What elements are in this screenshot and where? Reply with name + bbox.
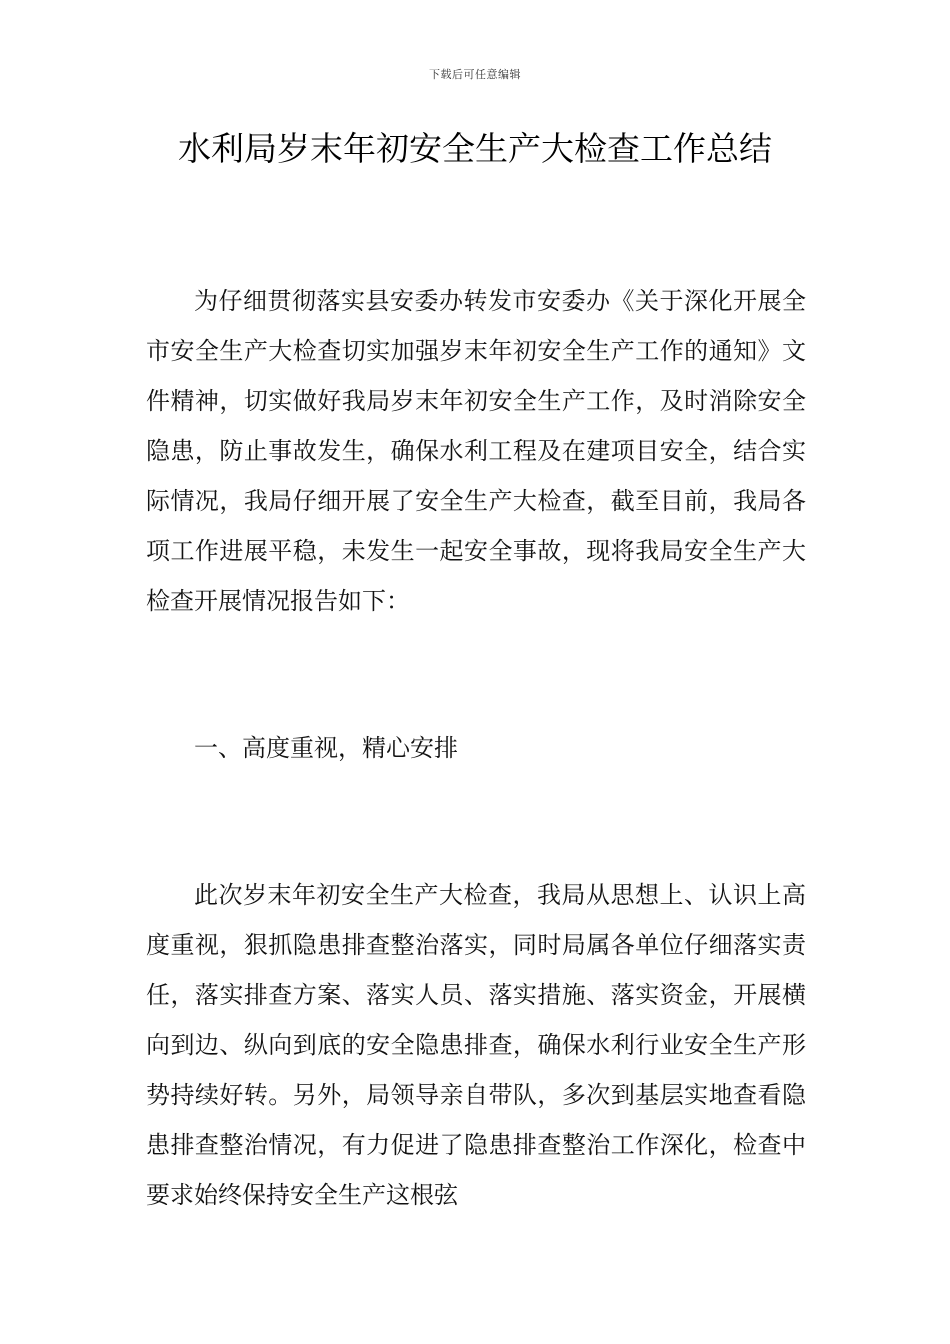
body-paragraph: 此次岁末年初安全生产大检查，我局从思想上、认识上高度重视，狠抓隐患排查整治落实，同时局属各单位仔细落实责任，落实排查方案、落实人员、落实措施、落实资金，开展横向到边、纵向到底的安全隐患排查，确保水利行业安全生产形势持续好转。另外，局领导亲自带队，多次到基层实地查看隐患排查整治情况，有力促进了隐患排查整治工作深化，检查中要求始终保持安全生产这根弦 bbox=[146, 881, 806, 1209]
intro-paragraph: 为仔细贯彻落实县安委办转发市安委办《关于深化开展全市安全生产大检查切实加强岁末年初安全生产工作的通知》文件精神，切实做好我局岁末年初安全生产工作，及时消除安全隐患，防止事故发生，确保水利工程及在建项目安全，结合实际情况，我局仔细开展了安全生产大检查，截至目前，我局各项工作进展平稳，未发生一起安全事故，现将我局安全生产大检查开展情况报告如下： bbox=[146, 287, 806, 615]
header-note: 下载后可任意编辑 bbox=[429, 68, 521, 81]
section-heading: 一、高度重视，精心安排 bbox=[194, 734, 458, 762]
document-title: 水利局岁末年初安全生产大检查工作总结 bbox=[178, 129, 772, 168]
